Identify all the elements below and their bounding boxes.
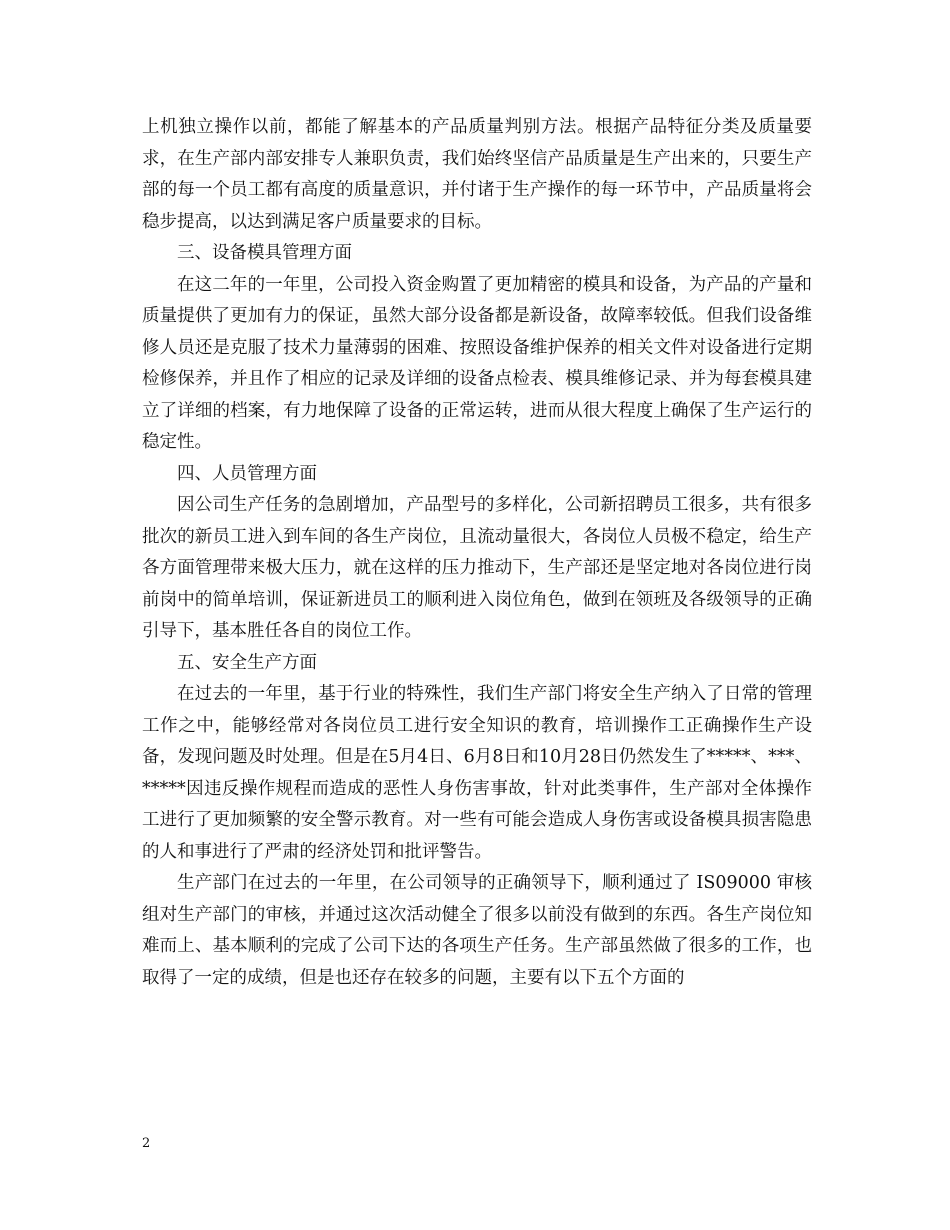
section-heading-equipment: 三、设备模具管理方面 — [177, 243, 352, 263]
paragraph-quality-control: 上机独立操作以前，都能了解基本的产品质量判别方法。根据产品特征分类及质量要求，在生产部内部安排专人兼职负责，我们始终坚信产品质量是生产出来的，只要生产部的每一个员工都有高度的质量意识，并付诸于生产操作的每一环节中，产品质量将会稳步提高，以达到满足客户质量要求的目标。 — [142, 117, 812, 232]
paragraph-personnel: 因公司生产任务的急剧增加，产品型号的多样化，公司新招聘员工很多，共有很多批次的新员工进入到车间的各生产岗位，且流动量很大，各岗位人员极不稳定，给生产各方面管理带来极大压力，就在这样的压力推动下，生产部还是坚定地对各岗位进行岗前岗中的简单培训，保证新进员工的顺利进入岗位角色，做到在领班及各级领导的正确引导下，基本胜任各自的岗位工作。 — [142, 495, 812, 641]
paragraph-summary: 生产部门在过去的一年里，在公司领导的正确领导下，顺利通过了 IS09000 审核组对生产部门的审核，并通过这次活动健全了很多以前没有做到的东西。各生产岗位知难而上、基本顺利的完成了公司下达的各项生产任务。生产部虽然做了很多的工作，也取得了一定的成绩，但是也还存在较多的问题，主要有以下五个方面的 — [142, 873, 812, 988]
page-number: 2 — [142, 1136, 151, 1151]
section-heading-personnel: 四、人员管理方面 — [177, 463, 317, 484]
section-heading-safety: 五、安全生产方面 — [177, 652, 317, 673]
document-body — [142, 112, 812, 994]
paragraph-equipment: 在这二年的一年里，公司投入资金购置了更加精密的模具和设备，为产品的产量和质量提供了更加有力的保证，虽然大部分设备都是新设备，故障率较低。但我们设备维修人员还是克服了技术力量薄弱的困难、按照设备维护保养的相关文件对设备进行定期检修保养，并且作了相应的记录及详细的设备点检表、模具维修记录、并为每套模具建立了详细的档案，有力地保障了设备的正常运转，进而从很大程度上确保了生产运行的稳定性。 — [142, 274, 812, 452]
paragraph-safety: 在过去的一年里，基于行业的特殊性，我们生产部门将安全生产纳入了日常的管理工作之中，能够经常对各岗位员工进行安全知识的教育，培训操作工正确操作生产设备，发现问题及时处理。但是在5月4日、6月8日和10月28日仍然发生了*****、***、*****因违反操作规程而造成的恶性人身伤害事故，针对此类事件，生产部对全体操作工进行了更加频繁的安全警示教育。对一些有可能会造成人身伤害或设备模具损害隐患的人和事进行了严肃的经济处罚和批评警告。 — [142, 684, 812, 862]
